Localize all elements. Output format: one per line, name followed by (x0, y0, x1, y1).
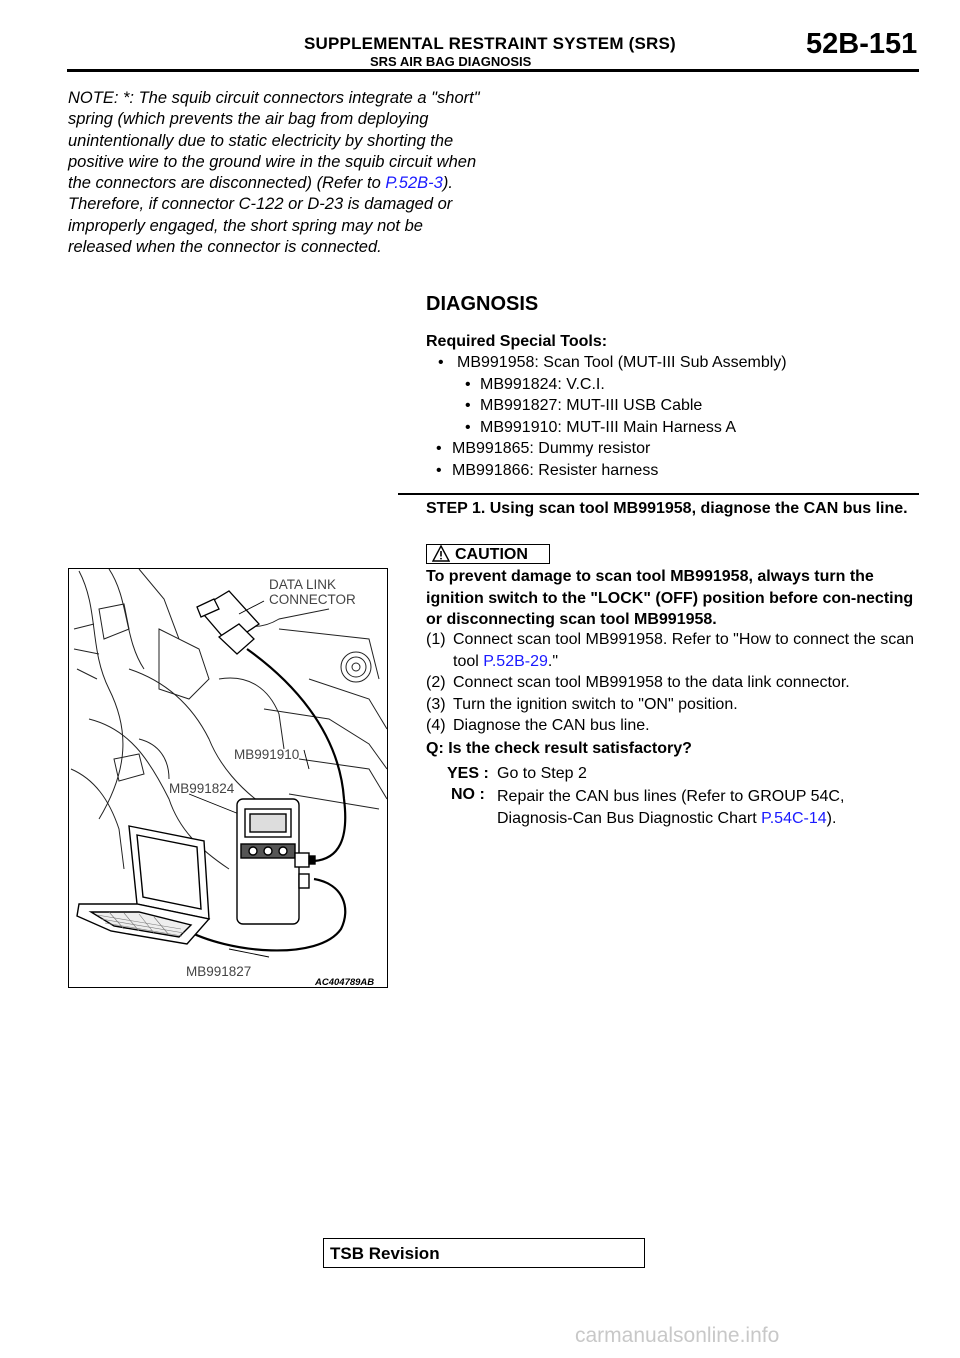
tool-text: MB991910: MUT-III Main Harness A (480, 418, 737, 436)
bullet-icon: • (465, 375, 471, 393)
procedure-number: (4) (426, 717, 446, 734)
section-title: SUPPLEMENTAL RESTRAINT SYSTEM (SRS) (304, 34, 676, 53)
page-number: 52B-151 (806, 28, 918, 60)
tool-item (426, 352, 916, 374)
tool-text: MB991958: Scan Tool (MUT-III Sub Assembly) (457, 354, 787, 371)
caution-text: To prevent damage to scan tool MB991958, always turn the ignition switch to the "LOCK" (OFF) position before con-necting or disconnecting scan tool MB991958. (426, 568, 914, 628)
note-text: NOTE: *: The squib circuit connectors integrate a "short" spring (which prevents the air bag from deploying unintentionally due to static electricity by shorting the positive wire to the ground wire in the squib circuit when the connectors are disconnected) (Refer to (68, 89, 480, 193)
procedure-text-after: ." (547, 652, 559, 670)
yes-label: YES : (447, 765, 489, 782)
no-answer (497, 786, 917, 829)
step-rule (398, 493, 919, 495)
mb991910-label: MB991910 (234, 747, 300, 762)
bullet-icon: • (465, 397, 471, 415)
bullet-icon: • (465, 418, 471, 436)
connector-label: CONNECTOR (269, 592, 356, 607)
procedure-list (426, 629, 920, 737)
procedure-text: Turn the ignition switch to "ON" position. (453, 695, 738, 713)
mb991824-label: MB991824 (169, 781, 235, 796)
no-text-after: ). (826, 809, 837, 827)
figure-id: AC404789AB (315, 977, 375, 988)
section-subtitle: SRS AIR BAG DIAGNOSIS (370, 54, 532, 69)
procedure-text: Connect scan tool MB991958 to the data link connector. (453, 674, 850, 691)
caution-label: CAUTION (455, 546, 528, 563)
watermark: carmanualsonline.info (575, 1324, 780, 1347)
tool-item (426, 395, 916, 417)
procedure-text: Connect scan tool MB991958. Refer to "How to connect the scan tool (453, 631, 915, 670)
tools-list (426, 352, 916, 482)
tool-item (426, 438, 916, 460)
procedure-number: (3) (426, 695, 446, 713)
bullet-icon: • (436, 461, 442, 479)
tool-text: MB991866: Resister harness (452, 461, 659, 479)
no-text: Repair the CAN bus lines (Refer to GROUP 54C, Diagnosis-Can Bus Diagnostic Chart (497, 788, 845, 827)
step-title: STEP 1. Using scan tool MB991958, diagnose the CAN bus line. (426, 500, 908, 517)
connection-illustration (68, 568, 388, 988)
data-link-label: DATA LINK (269, 577, 337, 592)
illustration-drawing (69, 569, 388, 988)
no-link[interactable]: P.54C-14 (761, 809, 827, 827)
mb991827-label: MB991827 (186, 964, 252, 979)
squib-note (68, 88, 488, 258)
header-rule (67, 69, 919, 72)
procedure-item (426, 694, 920, 716)
procedure-link[interactable]: P.52B-29 (483, 652, 548, 670)
procedure-item (426, 672, 920, 694)
diagnosis-heading: DIAGNOSIS (426, 293, 539, 315)
tool-text: MB991865: Dummy resistor (452, 440, 651, 458)
check-question: Q: Is the check result satisfactory? (426, 740, 692, 757)
tsb-revision-box (323, 1238, 645, 1268)
note-text-cont: ). Therefore, if connector C-122 or D-23 is damaged or improperly engaged, the short spring may not be released when the connector is connected. (68, 174, 453, 257)
warning-triangle-icon (432, 545, 450, 562)
procedure-number: (1) (426, 631, 446, 648)
tool-text: MB991824: V.C.I. (480, 375, 605, 393)
bullet-icon: • (436, 440, 442, 458)
procedure-item (426, 629, 920, 672)
procedure-item (426, 715, 920, 737)
tool-item (426, 374, 916, 396)
yes-text: Go to Step 2 (497, 765, 587, 782)
procedure-text: Diagnose the CAN bus line. (453, 717, 650, 734)
no-label: NO : (451, 786, 485, 803)
bullet-icon: • (438, 354, 444, 371)
tool-text: MB991827: MUT-III USB Cable (480, 397, 703, 415)
tools-label: Required Special Tools: (426, 333, 608, 350)
tsb-label: TSB Revision (330, 1244, 440, 1263)
tool-item (426, 460, 916, 482)
note-link[interactable]: P.52B-3 (385, 174, 443, 193)
tool-item (426, 417, 916, 439)
procedure-number: (2) (426, 674, 446, 691)
